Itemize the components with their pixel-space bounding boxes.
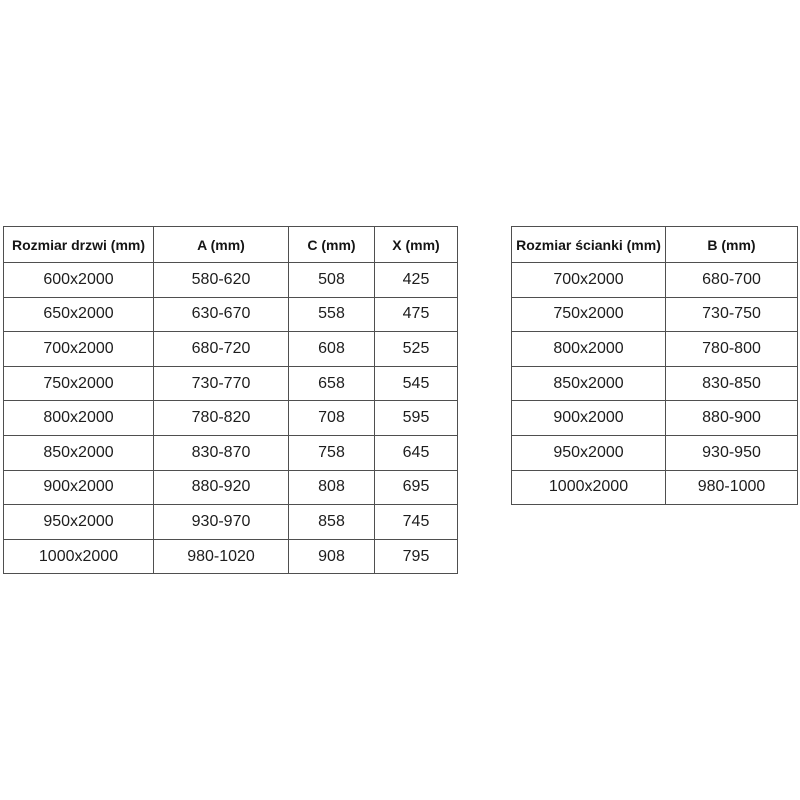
table-row bbox=[512, 366, 798, 401]
cell-x: 595 bbox=[375, 401, 458, 436]
cell-x: 695 bbox=[375, 470, 458, 505]
table-row bbox=[4, 539, 458, 574]
cell-door-size: 650x2000 bbox=[4, 297, 154, 332]
cell-wall-size: 950x2000 bbox=[512, 435, 666, 470]
table-row bbox=[4, 505, 458, 540]
cell-wall-size: 800x2000 bbox=[512, 332, 666, 367]
cell-a: 630-670 bbox=[154, 297, 289, 332]
table-row bbox=[4, 401, 458, 436]
cell-b: 980-1000 bbox=[666, 470, 798, 505]
cell-b: 830-850 bbox=[666, 366, 798, 401]
cell-wall-size: 750x2000 bbox=[512, 297, 666, 332]
cell-a: 880-920 bbox=[154, 470, 289, 505]
column-header-x: X (mm) bbox=[375, 227, 458, 263]
column-header-c: C (mm) bbox=[289, 227, 375, 263]
cell-b: 880-900 bbox=[666, 401, 798, 436]
cell-door-size: 700x2000 bbox=[4, 332, 154, 367]
cell-a: 830-870 bbox=[154, 435, 289, 470]
cell-wall-size: 900x2000 bbox=[512, 401, 666, 436]
cell-c: 758 bbox=[289, 435, 375, 470]
table-row bbox=[4, 435, 458, 470]
cell-door-size: 1000x2000 bbox=[4, 539, 154, 574]
cell-a: 680-720 bbox=[154, 332, 289, 367]
wall-table-header-row bbox=[512, 227, 798, 263]
cell-c: 658 bbox=[289, 366, 375, 401]
cell-c: 858 bbox=[289, 505, 375, 540]
cell-c: 558 bbox=[289, 297, 375, 332]
cell-b: 930-950 bbox=[666, 435, 798, 470]
cell-door-size: 750x2000 bbox=[4, 366, 154, 401]
table-row bbox=[512, 401, 798, 436]
cell-x: 745 bbox=[375, 505, 458, 540]
door-size-table bbox=[3, 226, 458, 574]
cell-x: 645 bbox=[375, 435, 458, 470]
cell-a: 580-620 bbox=[154, 263, 289, 298]
column-header-door-size: Rozmiar drzwi (mm) bbox=[4, 227, 154, 263]
cell-c: 808 bbox=[289, 470, 375, 505]
cell-x: 425 bbox=[375, 263, 458, 298]
table-row bbox=[4, 366, 458, 401]
cell-c: 508 bbox=[289, 263, 375, 298]
door-table-header-row bbox=[4, 227, 458, 263]
cell-a: 980-1020 bbox=[154, 539, 289, 574]
cell-a: 730-770 bbox=[154, 366, 289, 401]
column-header-b: B (mm) bbox=[666, 227, 798, 263]
cell-wall-size: 700x2000 bbox=[512, 263, 666, 298]
wall-size-table bbox=[511, 226, 798, 505]
table-row bbox=[512, 470, 798, 505]
cell-x: 525 bbox=[375, 332, 458, 367]
cell-x: 795 bbox=[375, 539, 458, 574]
table-row bbox=[512, 332, 798, 367]
table-row bbox=[4, 470, 458, 505]
column-header-a: A (mm) bbox=[154, 227, 289, 263]
cell-door-size: 800x2000 bbox=[4, 401, 154, 436]
table-row bbox=[4, 297, 458, 332]
cell-wall-size: 1000x2000 bbox=[512, 470, 666, 505]
cell-b: 730-750 bbox=[666, 297, 798, 332]
cell-c: 708 bbox=[289, 401, 375, 436]
cell-door-size: 600x2000 bbox=[4, 263, 154, 298]
column-header-wall-size: Rozmiar ścianki (mm) bbox=[512, 227, 666, 263]
table-row bbox=[512, 297, 798, 332]
table-row bbox=[512, 263, 798, 298]
cell-door-size: 850x2000 bbox=[4, 435, 154, 470]
cell-c: 608 bbox=[289, 332, 375, 367]
table-row bbox=[4, 263, 458, 298]
table-row bbox=[4, 332, 458, 367]
cell-wall-size: 850x2000 bbox=[512, 366, 666, 401]
cell-a: 780-820 bbox=[154, 401, 289, 436]
cell-x: 545 bbox=[375, 366, 458, 401]
table-row bbox=[512, 435, 798, 470]
cell-a: 930-970 bbox=[154, 505, 289, 540]
cell-door-size: 950x2000 bbox=[4, 505, 154, 540]
cell-door-size: 900x2000 bbox=[4, 470, 154, 505]
cell-b: 680-700 bbox=[666, 263, 798, 298]
cell-x: 475 bbox=[375, 297, 458, 332]
cell-c: 908 bbox=[289, 539, 375, 574]
cell-b: 780-800 bbox=[666, 332, 798, 367]
